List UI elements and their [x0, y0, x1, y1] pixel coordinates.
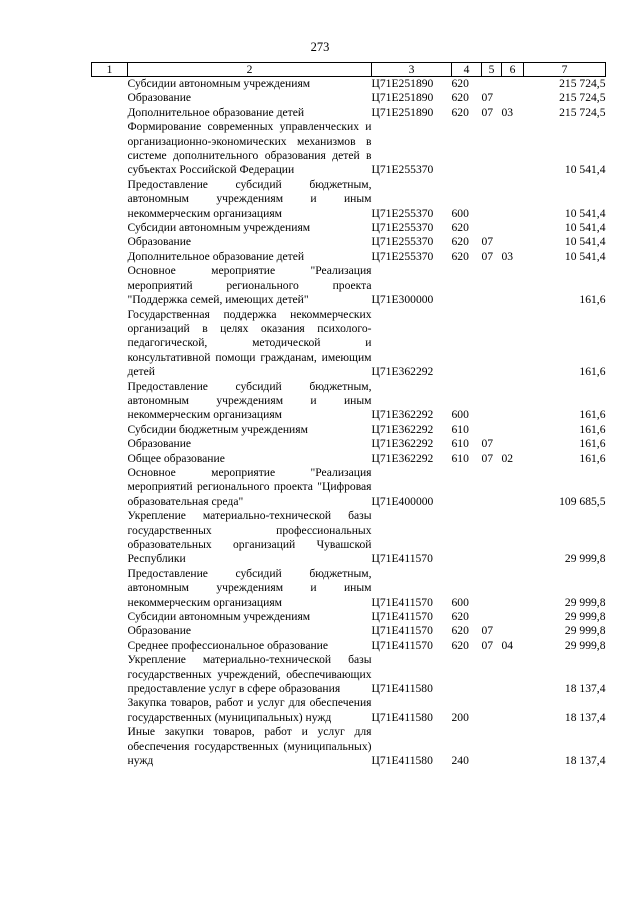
table-row	[92, 120, 606, 178]
item-name: Образование	[127, 91, 192, 105]
expense-type: 620	[451, 221, 469, 235]
subsection	[502, 567, 524, 610]
expense-type: 620	[451, 624, 469, 638]
row-number-cell	[92, 77, 128, 92]
row-number-cell	[92, 509, 128, 567]
subsection	[502, 120, 524, 178]
expense-type	[452, 466, 482, 509]
amount: 18 137,4	[564, 754, 606, 768]
amount: 161,6	[579, 293, 606, 307]
item-name: Предоставление субсидий бюджетным, автономным учреждениям и иным некоммерческим организациям	[127, 177, 372, 220]
item-name: Образование	[127, 235, 192, 249]
amount: 18 137,4	[564, 710, 606, 724]
row-number-cell	[92, 610, 128, 624]
target-code: Ц71E255370	[371, 163, 434, 177]
row-number-cell	[92, 639, 128, 653]
section	[482, 120, 502, 178]
target-code: Ц71E411570	[371, 595, 433, 609]
table-header-row	[92, 63, 606, 77]
column-header-1: 1	[92, 63, 128, 77]
row-number-cell	[92, 725, 128, 768]
item-name: Укрепление материально-технической базы государственных учреждений, обеспечивающих предоставление услуг в сфере образования	[127, 653, 372, 696]
item-name: Укрепление материально-технической базы государственных профессиональных образовательных организаций Чувашской Республики	[127, 509, 372, 566]
row-number-cell	[92, 466, 128, 509]
table-row	[92, 437, 606, 451]
row-number-cell	[92, 235, 128, 249]
target-code: Ц71E255370	[371, 235, 434, 249]
amount: 109 685,5	[559, 494, 606, 508]
table-row	[92, 178, 606, 221]
item-name: Основное мероприятие "Реализация мероприятий регионального проекта "Цифровая образовательная среда"	[127, 465, 372, 508]
amount: 10 541,4	[564, 235, 606, 249]
expense-type: 620	[451, 105, 469, 119]
expense-type: 600	[451, 206, 469, 220]
column-header-5: 5	[482, 63, 502, 77]
item-name: Образование	[127, 437, 192, 451]
target-code: Ц71E255370	[371, 249, 434, 263]
subsection	[502, 178, 524, 221]
item-name: Образование	[127, 624, 192, 638]
item-name: Основное мероприятие "Реализация мероприятий регионального проекта "Поддержка семей, имеющих детей"	[127, 264, 372, 307]
target-code: Ц71E251890	[371, 77, 434, 90]
section	[482, 653, 502, 696]
table-row	[92, 624, 606, 638]
subsection	[502, 264, 524, 307]
subsection	[502, 380, 524, 423]
row-number-cell	[92, 624, 128, 638]
target-code: Ц71E411570	[371, 552, 433, 566]
table-body	[92, 77, 606, 769]
expense-type: 620	[451, 638, 469, 652]
table-row	[92, 696, 606, 725]
section: 07	[481, 105, 494, 119]
subsection	[502, 725, 524, 768]
subsection	[502, 423, 524, 437]
amount: 18 137,4	[564, 682, 606, 696]
amount: 161,6	[579, 422, 606, 436]
column-header-2: 2	[128, 63, 372, 77]
column-header-4: 4	[452, 63, 482, 77]
target-code: Ц71E362292	[371, 365, 434, 379]
row-number-cell	[92, 264, 128, 307]
section	[482, 221, 502, 235]
table-row	[92, 509, 606, 567]
row-number-cell	[92, 380, 128, 423]
item-name: Дополнительное образование детей	[127, 105, 305, 119]
amount: 29 999,8	[564, 638, 606, 652]
table-row	[92, 235, 606, 249]
item-name: Субсидии бюджетным учреждениям	[127, 422, 308, 436]
amount: 215 724,5	[559, 77, 606, 90]
section: 07	[481, 451, 494, 465]
subsection	[502, 624, 524, 638]
expense-type: 620	[451, 91, 469, 105]
amount: 161,6	[579, 437, 606, 451]
table-row	[92, 653, 606, 696]
amount: 10 541,4	[564, 221, 606, 235]
subsection	[502, 696, 524, 725]
section	[482, 567, 502, 610]
target-code: Ц71E411580	[371, 682, 433, 696]
item-name: Закупка товаров, работ и услуг для обеспечения государственных (муниципальных) нужд	[127, 696, 372, 724]
expense-type: 610	[451, 437, 469, 451]
amount: 161,6	[579, 408, 606, 422]
section	[482, 610, 502, 624]
subsection	[502, 653, 524, 696]
section	[482, 380, 502, 423]
subsection	[502, 437, 524, 451]
amount: 29 999,8	[564, 610, 606, 624]
section: 07	[481, 624, 494, 638]
target-code: Ц71E411570	[371, 610, 433, 624]
expense-type: 610	[451, 451, 469, 465]
section	[482, 77, 502, 92]
subsection: 02	[501, 451, 514, 465]
section	[482, 696, 502, 725]
table-row	[92, 77, 606, 92]
row-number-cell	[92, 106, 128, 120]
subsection	[502, 509, 524, 567]
row-number-cell	[92, 91, 128, 105]
amount: 10 541,4	[564, 206, 606, 220]
row-number-cell	[92, 437, 128, 451]
item-name: Государственная поддержка некоммерческих организаций в целях оказания психолого-педагогической, методической и консультативной помощи гражданам, имеющим детей	[127, 307, 372, 379]
row-number-cell	[92, 452, 128, 466]
expense-type: 620	[451, 235, 469, 249]
expense-type: 200	[451, 710, 469, 724]
table-row	[92, 106, 606, 120]
column-header-6: 6	[502, 63, 524, 77]
section	[482, 466, 502, 509]
subsection	[502, 466, 524, 509]
target-code: Ц71E362292	[371, 437, 434, 451]
expense-type	[452, 308, 482, 380]
section: 07	[481, 638, 494, 652]
item-name: Субсидии автономным учреждениям	[127, 221, 311, 235]
item-name: Формирование современных управленческих и организационно-экономических механизмов в системе дополнительного образования детей в субъектах Российской Федерации	[127, 120, 372, 177]
subsection	[502, 77, 524, 92]
target-code: Ц71E411570	[371, 638, 433, 652]
target-code: Ц71E300000	[371, 293, 434, 307]
target-code: Ц71E362292	[371, 422, 434, 436]
target-code: Ц71E251890	[371, 105, 434, 119]
table-row	[92, 725, 606, 768]
table-row	[92, 639, 606, 653]
page-number: 273	[310, 40, 330, 54]
section	[482, 308, 502, 380]
section: 07	[481, 249, 494, 263]
expense-type: 610	[451, 422, 469, 436]
target-code: Ц71E400000	[371, 494, 434, 508]
amount: 215 724,5	[559, 105, 606, 119]
row-number-cell	[92, 250, 128, 264]
row-number-cell	[92, 423, 128, 437]
amount: 10 541,4	[564, 249, 606, 263]
table-row	[92, 423, 606, 437]
target-code: Ц71E255370	[371, 206, 434, 220]
row-number-cell	[92, 653, 128, 696]
amount: 10 541,4	[564, 163, 606, 177]
amount: 161,6	[579, 451, 606, 465]
subsection	[502, 610, 524, 624]
item-name: Предоставление субсидий бюджетным, автономным учреждениям и иным некоммерческим организациям	[127, 379, 372, 422]
row-number-cell	[92, 221, 128, 235]
section	[482, 725, 502, 768]
section: 07	[481, 437, 494, 451]
table-row	[92, 308, 606, 380]
row-number-cell	[92, 178, 128, 221]
target-code: Ц71E411580	[371, 710, 433, 724]
table-row	[92, 567, 606, 610]
amount: 29 999,8	[564, 624, 606, 638]
expense-type: 600	[451, 595, 469, 609]
item-name: Среднее профессиональное образование	[127, 638, 329, 652]
section: 07	[481, 235, 494, 249]
amount: 215 724,5	[559, 91, 606, 105]
column-header-3: 3	[372, 63, 452, 77]
item-name: Иные закупки товаров, работ и услуг для обеспечения государственных (муниципальных) нужд	[127, 725, 372, 768]
target-code: Ц71E251890	[371, 91, 434, 105]
target-code: Ц71E411580	[371, 754, 433, 768]
section	[482, 423, 502, 437]
expense-type: 240	[451, 754, 469, 768]
table-row	[92, 221, 606, 235]
subsection: 04	[501, 638, 514, 652]
expense-type: 600	[451, 408, 469, 422]
expense-type	[452, 653, 482, 696]
item-name: Общее образование	[127, 451, 225, 465]
section	[482, 509, 502, 567]
table-row	[92, 264, 606, 307]
expense-type	[452, 120, 482, 178]
item-name: Субсидии автономным учреждениям	[127, 77, 311, 90]
table-row	[92, 91, 606, 105]
row-number-cell	[92, 696, 128, 725]
column-header-7: 7	[524, 63, 606, 77]
subsection	[502, 91, 524, 105]
subsection	[502, 221, 524, 235]
amount: 29 999,8	[564, 595, 606, 609]
subsection	[502, 235, 524, 249]
section: 07	[481, 91, 494, 105]
target-code: Ц71E362292	[371, 408, 434, 422]
expense-type	[452, 264, 482, 307]
table-row	[92, 610, 606, 624]
expense-type	[452, 509, 482, 567]
expense-type: 620	[451, 249, 469, 263]
section	[482, 264, 502, 307]
row-number-cell	[92, 120, 128, 178]
row-number-cell	[92, 308, 128, 380]
amount: 29 999,8	[564, 552, 606, 566]
table-row	[92, 250, 606, 264]
subsection: 03	[501, 105, 514, 119]
table-row	[92, 380, 606, 423]
item-name: Дополнительное образование детей	[127, 249, 305, 263]
item-name: Субсидии автономным учреждениям	[127, 610, 311, 624]
budget-table	[91, 62, 606, 769]
target-code: Ц71E362292	[371, 451, 434, 465]
target-code: Ц71E411570	[371, 624, 433, 638]
row-number-cell	[92, 567, 128, 610]
item-name: Предоставление субсидий бюджетным, автономным учреждениям и иным некоммерческим организациям	[127, 566, 372, 609]
section	[482, 178, 502, 221]
expense-type: 620	[451, 77, 469, 90]
target-code: Ц71E255370	[371, 221, 434, 235]
table-row	[92, 452, 606, 466]
subsection	[502, 308, 524, 380]
subsection: 03	[501, 249, 514, 263]
amount: 161,6	[579, 365, 606, 379]
table-row	[92, 466, 606, 509]
expense-type: 620	[451, 610, 469, 624]
